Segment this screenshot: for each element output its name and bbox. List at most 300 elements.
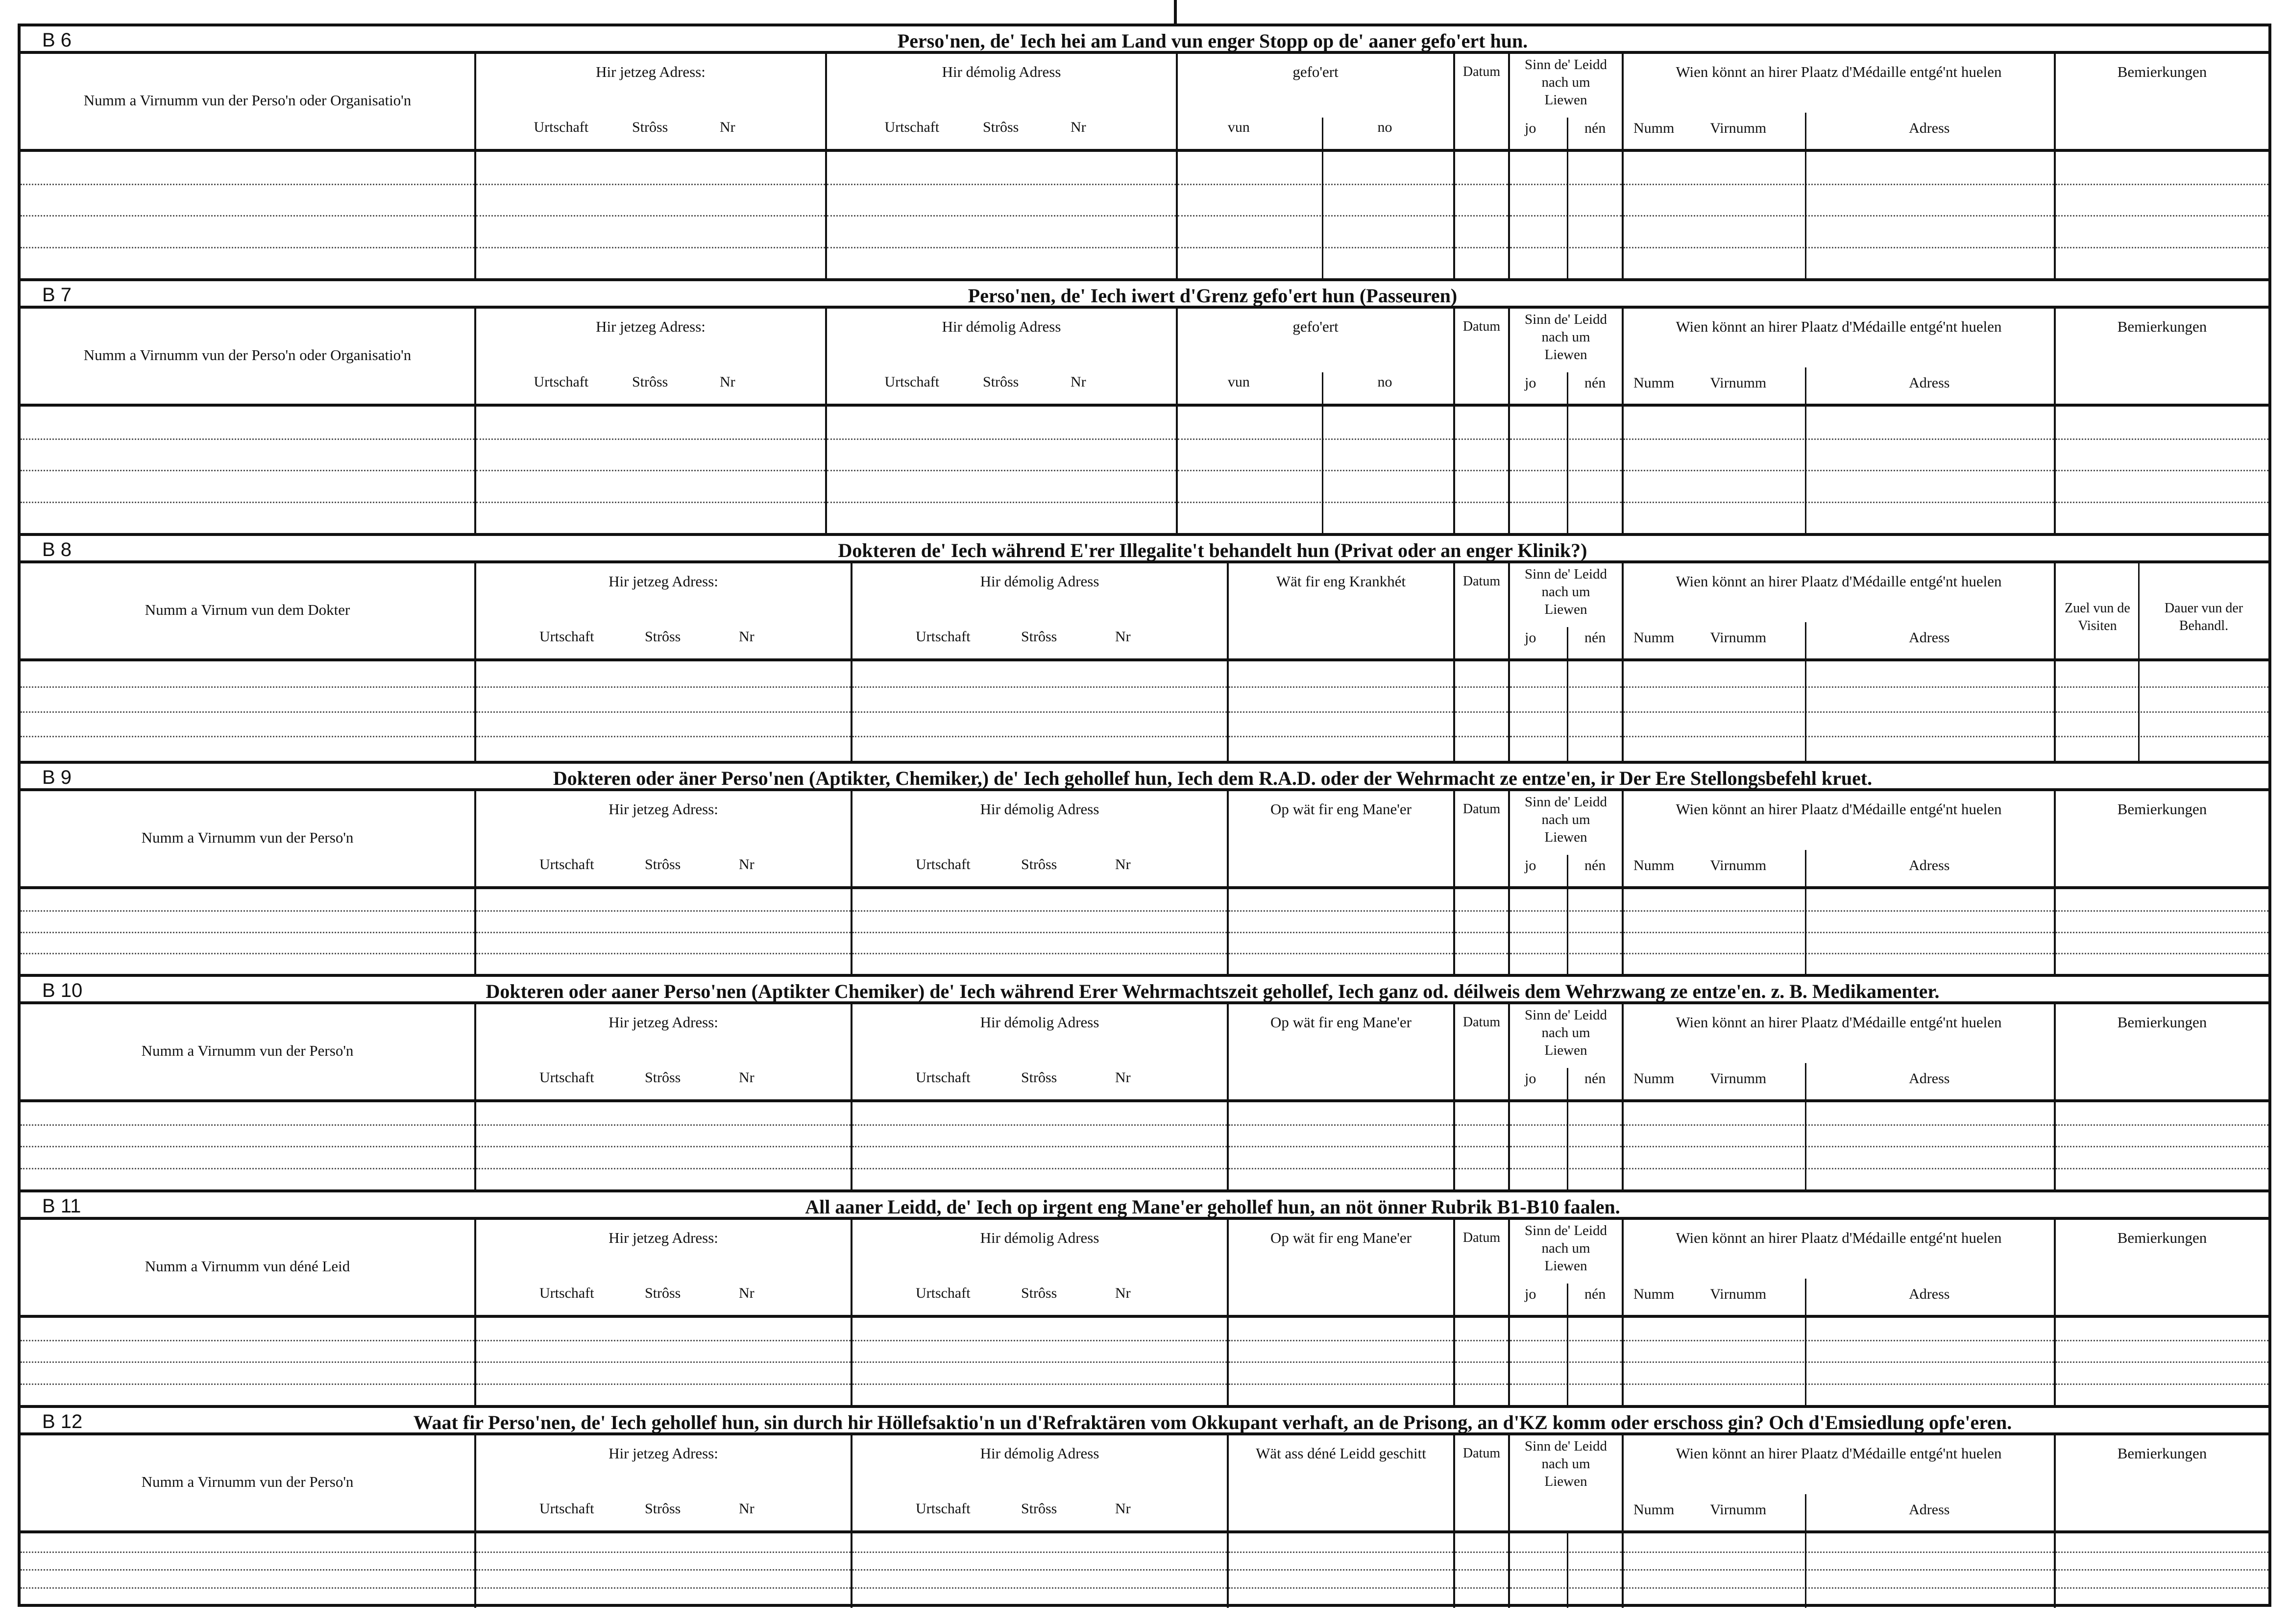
entry-column-name[interactable] bbox=[21, 1533, 476, 1608]
entry-line bbox=[1455, 1551, 1508, 1553]
firstname-label: Virnumm bbox=[1710, 1286, 1767, 1302]
entry-line bbox=[1624, 184, 2054, 185]
medal-recipient-label: Wien könnt an hirer Plaatz d'Médaille entgé'nt huelen bbox=[1676, 318, 2002, 335]
section-b10 bbox=[21, 977, 2268, 1192]
address-label: Adress bbox=[1909, 1502, 1950, 1518]
entry-column-medal[interactable] bbox=[1624, 661, 2056, 761]
entry-column-last[interactable] bbox=[2056, 152, 2268, 278]
entry-line bbox=[1178, 215, 1453, 217]
entry-line bbox=[476, 711, 851, 713]
entry-column-cur[interactable] bbox=[476, 152, 827, 278]
street-label: Strôss bbox=[645, 629, 681, 645]
yes-label: jo bbox=[1525, 375, 1536, 391]
entry-column-name[interactable] bbox=[21, 889, 476, 974]
entry-column-last[interactable] bbox=[2056, 661, 2268, 761]
remarks-label: Bemierkungen bbox=[2117, 1014, 2207, 1031]
header-cell-medal bbox=[1624, 563, 2056, 658]
yes-no-divider bbox=[1567, 372, 1568, 407]
section-code: B 8 bbox=[42, 539, 72, 560]
entry-divider bbox=[1567, 889, 1568, 974]
yes-no-divider bbox=[1567, 855, 1568, 889]
current-address-label: Hir jetzeg Adress: bbox=[609, 1445, 718, 1462]
entry-column-name[interactable] bbox=[21, 1318, 476, 1405]
entry-line bbox=[476, 910, 851, 912]
entry-line bbox=[1229, 1361, 1453, 1363]
column-three-label: gefo'ert bbox=[1292, 63, 1339, 80]
entry-column-alive[interactable] bbox=[1510, 661, 1624, 761]
visits-count-label: Zuel vun de Visiten bbox=[2065, 601, 2130, 633]
section-code: B 11 bbox=[42, 1195, 81, 1217]
column-three-divider bbox=[1322, 372, 1323, 407]
number-label: Nr bbox=[739, 1069, 755, 1086]
entry-column-for[interactable] bbox=[852, 1102, 1229, 1189]
entry-column-name[interactable] bbox=[21, 152, 476, 278]
entry-line bbox=[1624, 686, 2054, 688]
date-label: Datum bbox=[1462, 1446, 1501, 1461]
place-label: Urtschaft bbox=[884, 374, 940, 390]
number-label: Nr bbox=[720, 119, 735, 135]
section-title-bar bbox=[21, 1408, 2268, 1435]
place-label: Urtschaft bbox=[915, 1069, 971, 1086]
entry-column-last[interactable] bbox=[2056, 407, 2268, 533]
entry-column-date[interactable] bbox=[1455, 1318, 1510, 1405]
current-address-label: Hir jetzeg Adress: bbox=[609, 573, 718, 590]
entry-column-alive[interactable] bbox=[1510, 1102, 1624, 1189]
entry-line bbox=[1229, 711, 1453, 713]
entry-line bbox=[852, 1587, 1227, 1589]
entry-line bbox=[1624, 215, 2054, 217]
entry-divider bbox=[1567, 1533, 1568, 1608]
entry-column-cur[interactable] bbox=[476, 1318, 852, 1405]
entry-column-date[interactable] bbox=[1455, 661, 1510, 761]
header-cell-cur bbox=[476, 1004, 852, 1099]
header-cell-alive bbox=[1510, 309, 1624, 404]
surname-label: Numm bbox=[1633, 1286, 1675, 1302]
entry-line bbox=[2056, 215, 2268, 217]
street-label: Strôss bbox=[1021, 856, 1057, 873]
header-cell-last bbox=[2056, 791, 2268, 886]
entry-column-cur[interactable] bbox=[476, 661, 852, 761]
entry-column-medal[interactable] bbox=[1624, 152, 2056, 278]
entry-line bbox=[1229, 1146, 1453, 1147]
entry-column-date[interactable] bbox=[1455, 407, 1510, 533]
header-cell-c3 bbox=[1229, 1435, 1455, 1530]
entry-line bbox=[1455, 1340, 1508, 1341]
header-cell-date bbox=[1455, 1004, 1510, 1099]
yes-no-divider bbox=[1567, 1284, 1568, 1318]
entry-line bbox=[21, 711, 474, 713]
surname-label: Numm bbox=[1633, 630, 1675, 646]
name-column-label: Numm a Virnumm vun der Perso'n bbox=[141, 829, 354, 846]
entry-line bbox=[476, 1361, 851, 1363]
entry-column-name[interactable] bbox=[21, 1102, 476, 1189]
entry-column-cur[interactable] bbox=[476, 1102, 852, 1189]
entry-line bbox=[476, 1587, 851, 1589]
entry-line bbox=[1455, 1569, 1508, 1571]
entry-line bbox=[21, 736, 474, 737]
entry-line bbox=[1510, 1587, 1622, 1589]
header-cell-medal bbox=[1624, 1435, 2056, 1530]
entry-line bbox=[476, 215, 825, 217]
entry-line bbox=[1624, 953, 2054, 954]
surname-label: Numm bbox=[1633, 1502, 1675, 1518]
entry-line bbox=[1229, 1383, 1453, 1385]
column-three-label: gefo'ert bbox=[1292, 318, 1339, 335]
header-cell-cur bbox=[476, 1220, 852, 1315]
date-label: Datum bbox=[1462, 1230, 1501, 1245]
header-row bbox=[21, 1004, 2268, 1102]
header-cell-date bbox=[1455, 1220, 1510, 1315]
entry-column-for[interactable] bbox=[852, 889, 1229, 974]
entry-column-name[interactable] bbox=[21, 407, 476, 533]
entry-divider bbox=[1322, 152, 1323, 278]
entry-column-c3[interactable] bbox=[1229, 1318, 1455, 1405]
entry-line bbox=[1229, 910, 1453, 912]
header-cell-last bbox=[2056, 1004, 2268, 1099]
entry-line bbox=[21, 247, 474, 248]
header-cell-for bbox=[827, 309, 1178, 404]
firstname-label: Virnumm bbox=[1710, 857, 1767, 873]
entry-line bbox=[1510, 184, 1622, 185]
entry-line bbox=[1510, 953, 1622, 954]
address-label: Adress bbox=[1909, 375, 1950, 391]
header-cell-cur bbox=[476, 563, 852, 658]
date-label: Datum bbox=[1462, 574, 1501, 589]
street-label: Strôss bbox=[1021, 1501, 1057, 1517]
former-address-label: Hir démolig Adress bbox=[980, 1229, 1099, 1246]
entry-divider bbox=[1567, 152, 1568, 278]
street-label: Strôss bbox=[645, 1501, 681, 1517]
entry-column-cur[interactable] bbox=[476, 889, 852, 974]
entry-column-for[interactable] bbox=[852, 661, 1229, 761]
entry-column-date[interactable] bbox=[1455, 1533, 1510, 1608]
entry-column-for[interactable] bbox=[827, 407, 1178, 533]
place-label: Urtschaft bbox=[884, 119, 940, 135]
header-cell-c3 bbox=[1229, 1004, 1455, 1099]
street-label: Strôss bbox=[645, 856, 681, 873]
entry-column-medal[interactable] bbox=[1624, 889, 2056, 974]
name-column-label: Numm a Virnumm vun der Perso'n oder Organisatio'n bbox=[83, 346, 412, 364]
section-code: B 12 bbox=[42, 1411, 83, 1432]
alive-question-label: Sinn de' Leidd nach um Liewen bbox=[1525, 1438, 1607, 1489]
header-cell-alive bbox=[1510, 791, 1624, 886]
column-three-label: Op wät fir eng Mane'er bbox=[1270, 1229, 1412, 1246]
entry-line bbox=[2056, 932, 2268, 933]
header-cell-for bbox=[852, 791, 1229, 886]
place-label: Urtschaft bbox=[539, 629, 594, 645]
header-cell-date bbox=[1455, 309, 1510, 404]
entry-line bbox=[852, 736, 1227, 737]
entry-line bbox=[476, 953, 851, 954]
entry-line bbox=[1510, 1551, 1622, 1553]
entry-line bbox=[852, 932, 1227, 933]
from-label: vun bbox=[1227, 119, 1250, 135]
entry-divider bbox=[1805, 407, 1806, 533]
entry-line bbox=[827, 247, 1176, 248]
entry-column-c3[interactable] bbox=[1229, 1102, 1455, 1189]
entry-line bbox=[852, 1569, 1227, 1571]
name-column-label: Numm a Virnumm vun der Perso'n oder Organisatio'n bbox=[83, 92, 412, 109]
entry-rows bbox=[21, 1318, 2268, 1405]
header-cell-last bbox=[2056, 309, 2268, 404]
medal-recipient-label: Wien könnt an hirer Plaatz d'Médaille entgé'nt huelen bbox=[1676, 800, 2002, 818]
entry-line bbox=[1229, 736, 1453, 737]
entry-column-for[interactable] bbox=[827, 152, 1178, 278]
surname-label: Numm bbox=[1633, 1070, 1675, 1087]
entry-line bbox=[1455, 502, 1508, 503]
name-column-label: Numm a Virnumm vun der Perso'n bbox=[141, 1473, 354, 1490]
column-three-label: Wät ass déné Leidd geschitt bbox=[1256, 1445, 1426, 1462]
to-label: no bbox=[1377, 374, 1392, 390]
entry-line bbox=[1178, 184, 1453, 185]
entry-line bbox=[2056, 1168, 2268, 1169]
entry-line bbox=[476, 1383, 851, 1385]
entry-line bbox=[852, 1361, 1227, 1363]
entry-line bbox=[1178, 247, 1453, 248]
number-label: Nr bbox=[739, 856, 755, 873]
entry-line bbox=[21, 1383, 474, 1385]
number-label: Nr bbox=[739, 1501, 755, 1517]
current-address-label: Hir jetzeg Adress: bbox=[609, 800, 718, 818]
entry-line bbox=[476, 736, 851, 737]
header-cell-alive bbox=[1510, 1220, 1624, 1315]
entry-line bbox=[1455, 1361, 1508, 1363]
entry-column-alive[interactable] bbox=[1510, 1318, 1624, 1405]
medal-divider bbox=[1805, 622, 1806, 661]
entry-line bbox=[1229, 1168, 1453, 1169]
entry-line bbox=[2056, 438, 2268, 440]
entry-line bbox=[1624, 470, 2054, 471]
section-b12 bbox=[21, 1408, 2268, 1608]
entry-line bbox=[1229, 1124, 1453, 1126]
header-cell-medal bbox=[1624, 791, 2056, 886]
entry-line bbox=[21, 1340, 474, 1341]
header-cell-cur bbox=[476, 54, 827, 149]
number-label: Nr bbox=[739, 629, 755, 645]
entry-line bbox=[1510, 502, 1622, 503]
treatment-duration-label: Dauer vun der Behandl. bbox=[2164, 601, 2243, 633]
entry-line bbox=[2056, 1569, 2268, 1571]
firstname-label: Virnumm bbox=[1710, 630, 1767, 646]
entry-line bbox=[476, 247, 825, 248]
section-b9 bbox=[21, 764, 2268, 977]
number-label: Nr bbox=[739, 1285, 755, 1301]
entry-line bbox=[1229, 1551, 1453, 1553]
no-label: nén bbox=[1584, 375, 1606, 391]
entry-divider bbox=[1805, 152, 1806, 278]
section-title: Waat fir Perso'nen, de' Iech gehollef hun, sin durch hir Höllefsaktio'n un d'Refraktären vom Okkupant verhaft, an de Prisong, an d'KZ komm oder erschoss gin? Och d'Emsiedlung opfe'eren. bbox=[413, 1412, 2012, 1433]
entry-column-alive[interactable] bbox=[1510, 407, 1624, 533]
street-label: Strôss bbox=[1021, 1069, 1057, 1086]
date-label: Datum bbox=[1462, 64, 1501, 79]
entry-column-medal[interactable] bbox=[1624, 1102, 2056, 1189]
entry-column-date[interactable] bbox=[1455, 889, 1510, 974]
former-address-label: Hir démolig Adress bbox=[980, 1445, 1099, 1462]
entry-line bbox=[1455, 184, 1508, 185]
entry-line bbox=[476, 1124, 851, 1126]
entry-line bbox=[1510, 686, 1622, 688]
medal-recipient-label: Wien könnt an hirer Plaatz d'Médaille entgé'nt huelen bbox=[1676, 1445, 2002, 1462]
entry-line bbox=[476, 932, 851, 933]
yes-label: jo bbox=[1525, 1286, 1536, 1302]
section-title-bar bbox=[21, 281, 2268, 309]
entry-column-c3[interactable] bbox=[1229, 889, 1455, 974]
entry-line bbox=[21, 910, 474, 912]
entry-divider bbox=[1805, 1102, 1806, 1189]
entry-line bbox=[1624, 932, 2054, 933]
name-column-label: Numm a Virnum vun dem Dokter bbox=[145, 601, 350, 618]
entry-line bbox=[21, 502, 474, 503]
entry-divider bbox=[1567, 1318, 1568, 1405]
header-cell-alive bbox=[1510, 1004, 1624, 1099]
entry-line bbox=[476, 686, 851, 688]
no-label: nén bbox=[1584, 1070, 1606, 1087]
entry-rows bbox=[21, 889, 2268, 974]
entry-column-last[interactable] bbox=[2056, 1102, 2268, 1189]
medal-divider bbox=[1805, 850, 1806, 889]
entry-column-medal[interactable] bbox=[1624, 1318, 2056, 1405]
name-column-label: Numm a Virnumm vun déné Leid bbox=[145, 1258, 350, 1275]
entry-column-medal[interactable] bbox=[1624, 1533, 2056, 1608]
entry-divider bbox=[1567, 407, 1568, 533]
header-cell-c3 bbox=[1229, 1220, 1455, 1315]
header-cell-name bbox=[21, 1220, 476, 1315]
entry-line bbox=[21, 932, 474, 933]
section-title-bar bbox=[21, 536, 2268, 563]
former-address-label: Hir démolig Adress bbox=[942, 318, 1061, 335]
entry-column-cur[interactable] bbox=[476, 407, 827, 533]
entry-column-date[interactable] bbox=[1455, 152, 1510, 278]
entry-line bbox=[1229, 953, 1453, 954]
entry-line bbox=[1455, 247, 1508, 248]
medal-divider bbox=[1805, 113, 1806, 152]
section-title: Dokteren oder äner Perso'nen (Aptikter, Chemiker,) de' Iech gehollef hun, Iech dem R.A.D. oder der Wehrmacht ze entze'en, ir Der Ere Stellongsbefehl kruet. bbox=[553, 768, 1873, 789]
entry-divider bbox=[1805, 1533, 1806, 1608]
entry-line bbox=[1455, 1168, 1508, 1169]
place-label: Urtschaft bbox=[915, 1285, 971, 1301]
street-label: Strôss bbox=[1021, 1285, 1057, 1301]
entry-column-for[interactable] bbox=[852, 1318, 1229, 1405]
number-label: Nr bbox=[1115, 629, 1131, 645]
current-address-label: Hir jetzeg Adress: bbox=[609, 1014, 718, 1031]
entry-line bbox=[2056, 686, 2268, 688]
entry-line bbox=[1624, 438, 2054, 440]
entry-line bbox=[1624, 502, 2054, 503]
entry-line bbox=[2056, 711, 2268, 713]
entry-line bbox=[476, 1340, 851, 1341]
entry-rows bbox=[21, 1102, 2268, 1189]
header-cell-c3 bbox=[1178, 309, 1455, 404]
header-row bbox=[21, 791, 2268, 889]
section-title-bar bbox=[21, 1192, 2268, 1220]
section-title: Perso'nen, de' Iech hei am Land vun enger Stopp op de' aaner gefo'ert hun. bbox=[897, 30, 1528, 52]
entry-line bbox=[2056, 736, 2268, 737]
medal-divider bbox=[1805, 1494, 1806, 1533]
entry-column-alive[interactable] bbox=[1510, 152, 1624, 278]
header-cell-last bbox=[2056, 54, 2268, 149]
entry-column-last[interactable] bbox=[2056, 1318, 2268, 1405]
medal-divider bbox=[1805, 1279, 1806, 1318]
entry-line bbox=[2056, 1340, 2268, 1341]
remarks-label: Bemierkungen bbox=[2117, 63, 2207, 80]
entry-line bbox=[2056, 247, 2268, 248]
section-b6 bbox=[21, 26, 2268, 281]
header-cell-c3 bbox=[1229, 563, 1455, 658]
entry-column-cur[interactable] bbox=[476, 1533, 852, 1608]
entry-line bbox=[2056, 1383, 2268, 1385]
section-title-bar bbox=[21, 977, 2268, 1004]
firstname-label: Virnumm bbox=[1710, 375, 1767, 391]
entry-line bbox=[1510, 1168, 1622, 1169]
entry-column-c3[interactable] bbox=[1229, 661, 1455, 761]
entry-line bbox=[852, 1551, 1227, 1553]
entry-line bbox=[21, 1124, 474, 1126]
street-label: Strôss bbox=[645, 1285, 681, 1301]
header-cell-for bbox=[827, 54, 1178, 149]
entry-line bbox=[827, 438, 1176, 440]
header-cell-date bbox=[1455, 54, 1510, 149]
section-code: B 10 bbox=[42, 980, 83, 1001]
place-label: Urtschaft bbox=[539, 1069, 594, 1086]
entry-line bbox=[1510, 1124, 1622, 1126]
section-title-bar bbox=[21, 764, 2268, 791]
entry-line bbox=[1510, 1569, 1622, 1571]
entry-column-c3[interactable] bbox=[1178, 407, 1455, 533]
surname-label: Numm bbox=[1633, 857, 1675, 873]
entry-column-name[interactable] bbox=[21, 661, 476, 761]
yes-label: jo bbox=[1525, 630, 1536, 646]
yes-label: jo bbox=[1525, 120, 1536, 136]
section-code: B 7 bbox=[42, 284, 72, 306]
entry-line bbox=[852, 1124, 1227, 1126]
entry-column-for[interactable] bbox=[852, 1533, 1229, 1608]
entry-divider bbox=[1567, 661, 1568, 761]
place-label: Urtschaft bbox=[539, 1285, 594, 1301]
yes-no-divider bbox=[1567, 627, 1568, 661]
entry-divider bbox=[2138, 661, 2140, 761]
entry-line bbox=[1510, 438, 1622, 440]
header-cell-for bbox=[852, 1004, 1229, 1099]
firstname-label: Virnumm bbox=[1710, 120, 1767, 136]
header-cell-name bbox=[21, 563, 476, 658]
entry-line bbox=[1624, 1587, 2054, 1589]
entry-line bbox=[1455, 1146, 1508, 1147]
entry-line bbox=[2056, 1551, 2268, 1553]
date-label: Datum bbox=[1462, 1015, 1501, 1030]
remarks-label: Bemierkungen bbox=[2117, 1445, 2207, 1462]
entry-column-medal[interactable] bbox=[1624, 407, 2056, 533]
entry-line bbox=[21, 1361, 474, 1363]
entry-line bbox=[1229, 1340, 1453, 1341]
entry-column-last[interactable] bbox=[2056, 1533, 2268, 1608]
entry-column-c3[interactable] bbox=[1178, 152, 1455, 278]
entry-column-date[interactable] bbox=[1455, 1102, 1510, 1189]
entry-column-alive[interactable] bbox=[1510, 889, 1624, 974]
entry-line bbox=[476, 184, 825, 185]
entry-column-alive[interactable] bbox=[1510, 1533, 1624, 1608]
entry-column-last[interactable] bbox=[2056, 889, 2268, 974]
remarks-label: Bemierkungen bbox=[2117, 1229, 2207, 1246]
entry-column-c3[interactable] bbox=[1229, 1533, 1455, 1608]
entry-line bbox=[1229, 1587, 1453, 1589]
header-cell-cur bbox=[476, 1435, 852, 1530]
entry-line bbox=[1229, 1569, 1453, 1571]
entry-line bbox=[1624, 1168, 2054, 1169]
header-cell-last bbox=[2056, 1220, 2268, 1315]
header-cell-c3 bbox=[1178, 54, 1455, 149]
entry-line bbox=[476, 1146, 851, 1147]
entry-line bbox=[476, 1168, 851, 1169]
